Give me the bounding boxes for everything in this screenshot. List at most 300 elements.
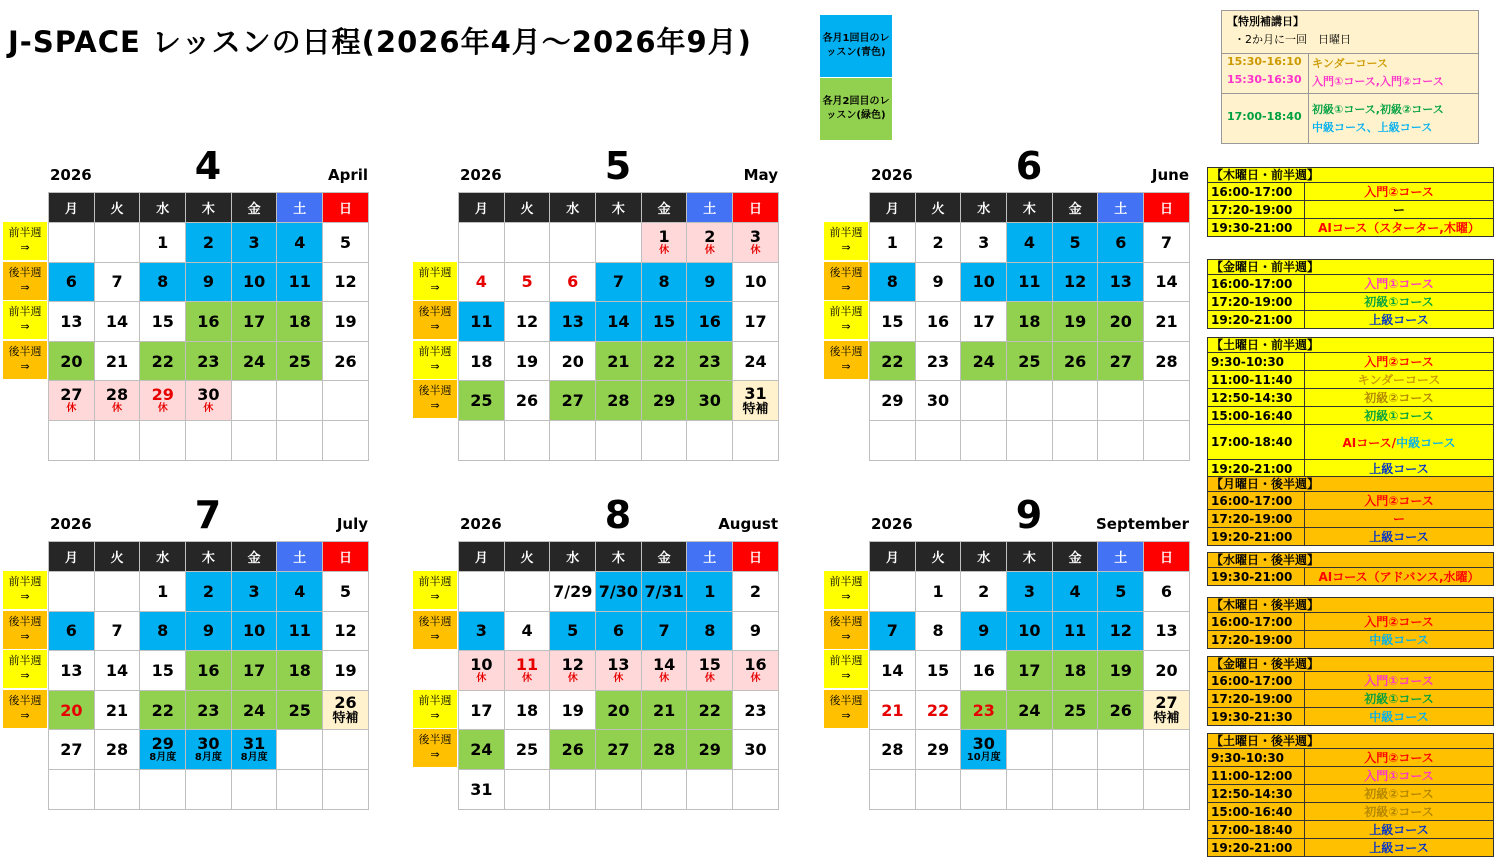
day-number: 12 <box>334 621 357 641</box>
day-number: 21 <box>607 351 630 371</box>
day-number: 4 <box>1023 232 1035 252</box>
calendar-day <box>550 611 596 651</box>
day-number: 16 <box>926 311 950 331</box>
day-number: 9 <box>202 272 214 292</box>
calendar-week <box>49 262 369 302</box>
calendar-day <box>277 262 323 302</box>
day-number: 24 <box>470 740 493 760</box>
calendar-week <box>459 420 779 460</box>
calendar-week <box>870 420 1190 460</box>
day-number: 12 <box>1109 621 1132 641</box>
calendar-day <box>1098 420 1144 460</box>
day-number: 4 <box>294 232 306 252</box>
calendar-day <box>231 611 277 651</box>
calendar-day <box>459 302 505 342</box>
calendar-week <box>870 262 1190 302</box>
day-number: 7 <box>1160 232 1173 252</box>
weekday-header <box>459 193 779 223</box>
day-number: 14 <box>881 660 904 680</box>
calendar-day <box>961 223 1007 263</box>
day-number: 1 <box>704 581 716 601</box>
day-note: 休 <box>613 672 624 684</box>
weekday-7: 日 <box>733 193 779 223</box>
day-number: 26 <box>334 351 357 371</box>
schedule-row <box>1208 459 1493 477</box>
calendar-day <box>1144 769 1190 809</box>
calendar-day <box>94 572 140 612</box>
calendar-day <box>323 223 369 263</box>
calendar-day <box>459 651 505 691</box>
legend-second-lesson: 各月2回目のレッスン(緑色) <box>820 78 892 140</box>
schedule-title: 【金曜日・前半週】 <box>1208 260 1493 275</box>
calendar-day <box>1007 381 1053 421</box>
calendar-day <box>596 381 642 421</box>
calendar-day <box>277 223 323 263</box>
legend-first-lesson: 各月1回目のレッスン(青色) <box>820 15 892 77</box>
calendar-week <box>49 420 369 460</box>
calendar-day <box>459 381 505 421</box>
calendar-week <box>49 302 369 342</box>
calendar-day <box>504 690 550 730</box>
calendar-day <box>1144 223 1190 263</box>
day-note: 8月度 <box>240 752 268 764</box>
schedule-time: 16:00-17:00 <box>1208 183 1305 200</box>
day-number: 18 <box>470 351 493 371</box>
schedule-row <box>1208 183 1493 200</box>
day-number: 20 <box>60 700 83 720</box>
schedule-time: 17:00-18:40 <box>1208 425 1305 459</box>
week-label-second: 後半週 ⇒ <box>413 729 457 767</box>
calendar-month-name: April <box>327 166 368 184</box>
schedule-time: 17:20-19:00 <box>1208 510 1305 527</box>
week-label-second: 後半週 ⇒ <box>824 690 868 728</box>
schedule-row <box>1208 527 1493 545</box>
weekday-5: 金 <box>231 193 277 223</box>
calendar-day <box>140 381 186 421</box>
calendar-day <box>94 651 140 691</box>
weekday-4: 木 <box>596 193 642 223</box>
day-number: 3 <box>248 232 260 252</box>
day-number: 4 <box>475 272 487 292</box>
day-number: 16 <box>197 311 220 331</box>
day-number: 12 <box>561 654 584 674</box>
week-label-first: 前半週 ⇒ <box>3 650 47 688</box>
calendar-day <box>459 730 505 770</box>
day-number: 7 <box>111 621 123 641</box>
schedule-time: 19:30-21:00 <box>1208 568 1305 585</box>
calendar-day <box>49 769 95 809</box>
calendar-week <box>459 302 779 342</box>
weekday-6: 土 <box>687 193 733 223</box>
calendar-day <box>94 611 140 651</box>
calendar-day <box>1052 611 1098 651</box>
calendar-day <box>504 302 550 342</box>
calendar-day <box>870 381 916 421</box>
day-number: 22 <box>881 351 904 371</box>
day-number: 26 <box>561 740 584 760</box>
calendar-day <box>231 420 277 460</box>
schedule-time: 11:00-11:40 <box>1208 371 1305 388</box>
calendar-day <box>186 302 232 342</box>
course-name: 上級コース <box>1369 530 1429 544</box>
calendar-week <box>459 572 779 612</box>
weekday-7: 日 <box>1144 542 1190 572</box>
calendar-day <box>596 223 642 263</box>
calendar-day <box>1007 611 1053 651</box>
calendar-day <box>1007 262 1053 302</box>
day-number: 7 <box>658 621 670 641</box>
calendar-day <box>641 611 687 651</box>
calendar-day <box>733 769 779 809</box>
day-number: 26 <box>1063 351 1087 371</box>
day-number: 22 <box>151 351 174 371</box>
calendar-day <box>550 381 596 421</box>
special-time-1: 15:30-16:10 <box>1227 55 1302 68</box>
day-number: 14 <box>652 654 676 674</box>
calendar-grid <box>458 541 779 810</box>
day-number: 6 <box>612 621 624 641</box>
calendar-day <box>140 769 186 809</box>
calendar-day <box>323 302 369 342</box>
weekday-header <box>870 542 1190 572</box>
calendar-day <box>1052 690 1098 730</box>
special-course-3b: 中級コース、上級コース <box>1312 121 1433 134</box>
calendar-day <box>49 730 95 770</box>
calendar-day <box>94 690 140 730</box>
day-number: 3 <box>248 581 260 601</box>
schedule-course <box>1305 613 1493 630</box>
calendar-month-number: 9 <box>1015 493 1043 537</box>
calendar-day <box>870 223 916 263</box>
schedule-row <box>1208 689 1493 707</box>
calendar-day <box>1144 381 1190 421</box>
calendar-day <box>641 262 687 302</box>
calendar-day <box>1144 572 1190 612</box>
calendar-day <box>1052 420 1098 460</box>
calendar-month-name: June <box>1151 166 1189 184</box>
weekday-5: 金 <box>641 542 687 572</box>
calendar-week <box>870 381 1190 421</box>
day-number: 7 <box>886 621 898 641</box>
day-number: 15 <box>151 311 174 331</box>
calendar-day <box>915 341 961 381</box>
day-number: 25 <box>1063 700 1087 720</box>
calendar-day <box>459 341 505 381</box>
day-number: 13 <box>561 311 584 331</box>
calendar-day <box>1052 769 1098 809</box>
calendar-day <box>1052 262 1098 302</box>
day-number: 10 <box>972 272 995 292</box>
day-number: 19 <box>1063 311 1087 331</box>
day-number: 29 <box>652 391 676 411</box>
calendar-day <box>323 651 369 691</box>
special-title: 【特別補講日】 <box>1227 15 1304 28</box>
schedule-course <box>1305 389 1493 406</box>
day-number: 25 <box>288 351 311 371</box>
weekday-header <box>49 542 369 572</box>
day-note: 特補 <box>1153 711 1180 727</box>
week-label-first: 前半週 ⇒ <box>824 222 868 260</box>
calendar-day <box>186 262 232 302</box>
calendar-day <box>641 302 687 342</box>
calendar-day <box>870 341 916 381</box>
calendar-day <box>687 769 733 809</box>
schedule-row <box>1208 613 1493 630</box>
calendar-day <box>277 651 323 691</box>
day-number: 14 <box>105 311 129 331</box>
day-number: 5 <box>1115 581 1127 601</box>
day-number: 2 <box>202 232 214 252</box>
day-note: 休 <box>112 403 123 415</box>
schedule-time: 16:00-17:00 <box>1208 275 1305 292</box>
calendar-day <box>870 302 916 342</box>
calendar-day <box>231 262 277 302</box>
schedule-row <box>1208 292 1493 310</box>
calendar-day <box>1098 611 1144 651</box>
weekday-2: 火 <box>504 542 550 572</box>
calendar-day <box>49 381 95 421</box>
weekday-7: 日 <box>323 542 369 572</box>
calendar-day <box>550 341 596 381</box>
calendar-day <box>733 381 779 421</box>
course-name: 入門②コース <box>1364 185 1434 199</box>
day-number: 2 <box>932 232 944 252</box>
course-name: 中級コース <box>1369 633 1429 647</box>
calendar-year: 2026 <box>460 166 502 184</box>
special-course-2: 入門①コース,入門②コース <box>1312 75 1444 88</box>
day-number: 14 <box>105 660 129 680</box>
calendar-day <box>733 651 779 691</box>
calendar-week <box>870 611 1190 651</box>
day-number: 28 <box>652 740 676 760</box>
week-label-first: 前半週 ⇒ <box>824 650 868 688</box>
calendar-day <box>596 572 642 612</box>
calendar-day <box>687 262 733 302</box>
schedule-row <box>1208 370 1493 388</box>
week-label-second: 後半週 ⇒ <box>824 611 868 649</box>
day-number: 12 <box>1063 272 1087 292</box>
weekday-7: 日 <box>733 542 779 572</box>
day-number: 20 <box>1155 660 1178 680</box>
calendar-day <box>596 341 642 381</box>
calendar-day <box>687 651 733 691</box>
day-number: 13 <box>1109 272 1132 292</box>
calendar-day <box>870 651 916 691</box>
day-number: 30 <box>197 385 220 405</box>
schedule-row <box>1208 672 1493 689</box>
calendar-day <box>140 690 186 730</box>
calendar-day <box>1098 690 1144 730</box>
day-number: 13 <box>60 660 83 680</box>
schedule-course <box>1305 311 1493 328</box>
calendar-day <box>596 651 642 691</box>
calendar-week <box>49 690 369 730</box>
calendar-week <box>49 572 369 612</box>
day-number: 24 <box>972 351 995 371</box>
weekday-4: 木 <box>186 542 232 572</box>
calendar-day <box>870 769 916 809</box>
calendar-week <box>459 341 779 381</box>
calendar-week <box>459 730 779 770</box>
day-number: 7 <box>111 272 123 292</box>
schedule-row <box>1208 838 1493 856</box>
schedule-box <box>1207 167 1494 237</box>
day-note: 8月度 <box>149 752 177 764</box>
weekday-1: 月 <box>870 193 916 223</box>
calendar-day <box>323 769 369 809</box>
calendar-day <box>94 262 140 302</box>
calendar-day <box>915 611 961 651</box>
calendar-day <box>596 420 642 460</box>
calendar-day <box>323 572 369 612</box>
schedule-course <box>1305 672 1493 689</box>
calendar-day <box>231 572 277 612</box>
schedule-time: 12:50-14:30 <box>1208 785 1305 802</box>
calendar-day <box>140 223 186 263</box>
day-number: 17 <box>242 660 266 680</box>
calendar-day <box>459 611 505 651</box>
schedule-title: 【月曜日・後半週】 <box>1208 477 1493 492</box>
calendar-day <box>870 611 916 651</box>
calendar-day <box>277 572 323 612</box>
day-number: 13 <box>607 654 630 674</box>
day-number: 27 <box>60 740 83 760</box>
week-label-second: 後半週 ⇒ <box>3 341 47 379</box>
calendar-day <box>323 262 369 302</box>
week-label-first: 前半週 ⇒ <box>413 262 457 300</box>
weekday-1: 月 <box>870 542 916 572</box>
calendar-day <box>186 611 232 651</box>
day-number: 24 <box>242 351 266 371</box>
calendar-grid <box>869 192 1190 461</box>
day-number: 22 <box>652 351 676 371</box>
day-number: 31 <box>744 383 767 403</box>
calendar-day <box>186 651 232 691</box>
day-number: 23 <box>197 351 220 371</box>
schedule-title: 【金曜日・後半週】 <box>1208 657 1493 672</box>
course-name: 初級②コース <box>1364 391 1434 405</box>
calendar-day <box>961 262 1007 302</box>
calendar-day <box>94 730 140 770</box>
week-label-second: 後半週 ⇒ <box>3 262 47 300</box>
course-name: 入門①コース <box>1364 674 1434 688</box>
schedule-row <box>1208 707 1493 725</box>
day-number: 17 <box>1018 660 1041 680</box>
day-number: 19 <box>1109 660 1132 680</box>
day-number: 21 <box>652 700 676 720</box>
schedule-row <box>1208 310 1493 328</box>
day-number: 17 <box>744 311 767 331</box>
calendar-day <box>550 690 596 730</box>
calendar-day <box>49 302 95 342</box>
calendar-week <box>870 572 1190 612</box>
calendar-day <box>961 381 1007 421</box>
calendar-day <box>140 572 186 612</box>
weekday-6: 土 <box>687 542 733 572</box>
calendar-day <box>140 262 186 302</box>
day-number: 20 <box>607 700 630 720</box>
course-name: 入門②コース <box>1364 751 1434 765</box>
calendar-week <box>459 769 779 809</box>
calendar-day <box>1007 302 1053 342</box>
day-number: 24 <box>242 700 266 720</box>
schedule-course <box>1305 839 1493 856</box>
calendar-day <box>961 651 1007 691</box>
day-number: 31 <box>470 779 493 799</box>
day-number: 28 <box>881 740 904 760</box>
week-label-first: 前半週 ⇒ <box>3 301 47 339</box>
day-number: 11 <box>515 654 539 674</box>
week-label-first: 前半週 ⇒ <box>413 690 457 728</box>
day-number: 9 <box>749 621 762 641</box>
day-number: 4 <box>521 621 533 641</box>
weekday-6: 土 <box>1098 542 1144 572</box>
calendar-day <box>1098 341 1144 381</box>
day-number: 12 <box>515 311 539 331</box>
calendar-month-name: May <box>743 166 778 184</box>
schedule-course <box>1305 201 1493 218</box>
calendar-day <box>961 769 1007 809</box>
week-label-first: 前半週 ⇒ <box>3 571 47 609</box>
day-number: 13 <box>1155 621 1178 641</box>
special-subtitle: ・2か月に一回 日曜日 <box>1234 33 1351 46</box>
calendar-day <box>323 420 369 460</box>
day-number: 3 <box>1023 581 1035 601</box>
calendar-day <box>1007 420 1053 460</box>
calendar-day <box>1144 730 1190 770</box>
schedule-time: 16:00-17:00 <box>1208 613 1305 630</box>
day-number: 9 <box>202 621 214 641</box>
schedule-time: 9:30-10:30 <box>1208 749 1305 766</box>
calendar-week <box>870 769 1190 809</box>
calendar-day <box>550 572 596 612</box>
course-name: ー <box>1392 203 1405 217</box>
weekday-6: 土 <box>277 542 323 572</box>
calendar-week <box>459 262 779 302</box>
schedule-box <box>1207 259 1494 329</box>
day-number: 17 <box>242 311 266 331</box>
day-number: 1 <box>157 581 169 601</box>
weekday-1: 月 <box>459 542 505 572</box>
day-number: 25 <box>1018 351 1041 371</box>
calendar-day <box>596 769 642 809</box>
calendar-day <box>277 341 323 381</box>
week-label-second: 後半週 ⇒ <box>413 301 457 339</box>
day-note: 休 <box>567 672 578 684</box>
week-label-second: 後半週 ⇒ <box>824 341 868 379</box>
calendar-day <box>915 572 961 612</box>
calendar-day <box>1144 420 1190 460</box>
calendar-day <box>641 730 687 770</box>
day-number: 11 <box>288 272 311 292</box>
day-number: 5 <box>1069 232 1081 252</box>
schedule-row <box>1208 820 1493 838</box>
week-label-second: 後半週 ⇒ <box>824 262 868 300</box>
schedule-course <box>1305 631 1493 648</box>
calendar-day <box>1098 262 1144 302</box>
calendar-day <box>687 611 733 651</box>
weekday-2: 火 <box>94 193 140 223</box>
calendar-day <box>323 381 369 421</box>
calendar-day <box>1098 223 1144 263</box>
calendar-day <box>504 730 550 770</box>
day-number: 10 <box>744 272 767 292</box>
week-label-second: 後半週 ⇒ <box>3 611 47 649</box>
course-name: 入門②コース <box>1364 494 1434 508</box>
schedule-course <box>1305 568 1493 585</box>
calendar-day <box>504 381 550 421</box>
week-label-first: 前半週 ⇒ <box>3 222 47 260</box>
